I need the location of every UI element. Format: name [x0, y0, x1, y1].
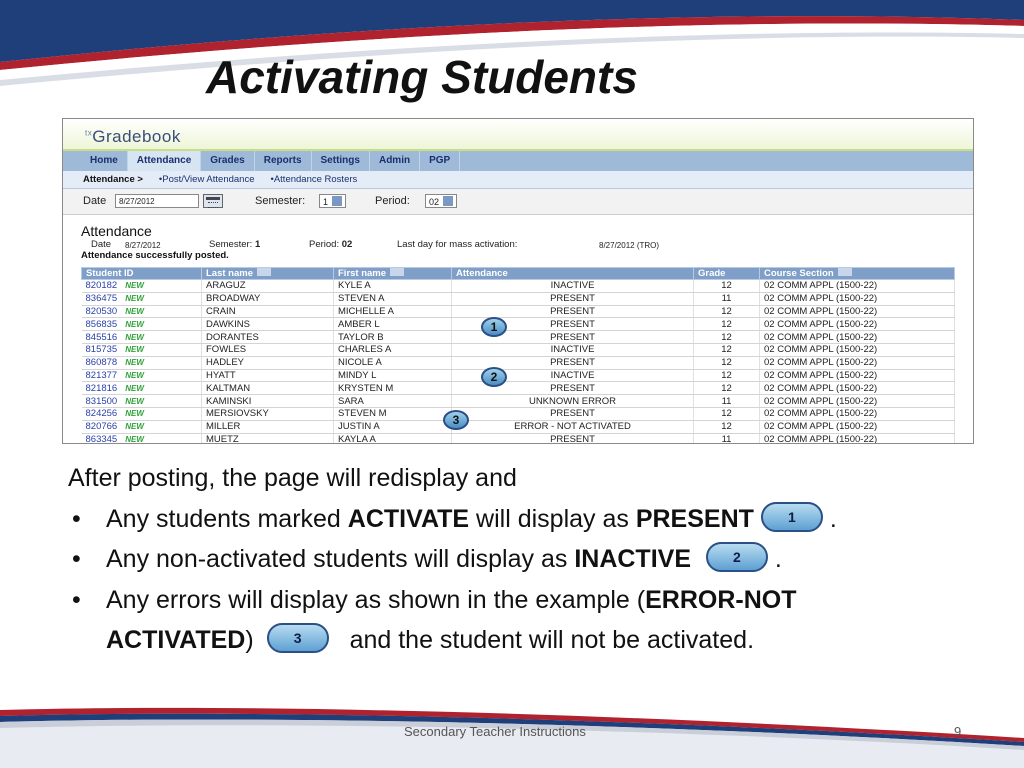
column-header-last-name[interactable]: Last name	[202, 268, 334, 280]
student-id-link[interactable]: 845516 NEW	[82, 331, 202, 344]
attendance-date-label: Date	[91, 239, 112, 250]
grade-cell: 12	[694, 369, 760, 382]
last-name-cell: HADLEY	[202, 356, 334, 369]
course-section-cell: 02 COMM APPL (1500-22)	[760, 292, 955, 305]
callout-marker-3: 3	[443, 410, 469, 430]
first-name-cell: STEVEN A	[334, 292, 452, 305]
new-badge: NEW	[125, 319, 144, 329]
course-section-cell: 02 COMM APPL (1500-22)	[760, 318, 955, 331]
first-name-cell: NICOLE A	[334, 356, 452, 369]
attendance-table	[81, 267, 955, 444]
tab-settings[interactable]: Settings	[312, 151, 370, 171]
grade-cell: 12	[694, 331, 760, 344]
attendance-status-cell: PRESENT	[452, 305, 694, 318]
course-section-cell: 02 COMM APPL (1500-22)	[760, 280, 955, 293]
course-section-cell: 02 COMM APPL (1500-22)	[760, 382, 955, 395]
gradebook-header	[63, 119, 973, 151]
attendance-status-cell: INACTIVE	[452, 343, 694, 356]
last-name-cell: MILLER	[202, 420, 334, 433]
table-row	[82, 356, 955, 369]
grade-cell: 11	[694, 433, 760, 444]
new-badge: NEW	[125, 434, 144, 444]
grade-cell: 12	[694, 305, 760, 318]
new-badge: NEW	[125, 409, 144, 419]
period-select[interactable]: 02	[425, 194, 457, 208]
attendance-status-cell: UNKNOWN ERROR	[452, 395, 694, 408]
bullet-error: • Any errors will display as shown in the example (ERROR-NOT ACTIVATED) 3 and the student will not be activated.	[68, 580, 968, 661]
last-name-cell: ARAGUZ	[202, 280, 334, 293]
student-id-link[interactable]: 863345 NEW	[82, 433, 202, 444]
first-name-cell: MICHELLE A	[334, 305, 452, 318]
callout-pill-3: 3	[267, 623, 329, 653]
first-name-cell: MINDY L	[334, 369, 452, 382]
subnav-current: Attendance >	[83, 174, 143, 185]
new-badge: NEW	[125, 383, 144, 393]
last-name-cell: DAWKINS	[202, 318, 334, 331]
page-number: 9	[954, 724, 962, 739]
last-name-cell: HYATT	[202, 369, 334, 382]
grade-cell: 11	[694, 292, 760, 305]
student-id-link[interactable]: 821377 NEW	[82, 369, 202, 382]
table-row	[82, 407, 955, 420]
attendance-status-cell: PRESENT	[452, 433, 694, 444]
sort-icon[interactable]	[838, 268, 852, 276]
footer-text: Secondary Teacher Instructions	[404, 724, 586, 739]
course-section-cell: 02 COMM APPL (1500-22)	[760, 305, 955, 318]
tab-attendance[interactable]: Attendance	[128, 151, 201, 171]
course-section-cell: 02 COMM APPL (1500-22)	[760, 395, 955, 408]
attendance-status-cell: PRESENT	[452, 407, 694, 420]
attendance-date-value: 8/27/2012	[125, 241, 161, 250]
table-row	[82, 395, 955, 408]
semester-select[interactable]: 1	[319, 194, 346, 208]
attendance-status-cell: INACTIVE	[452, 280, 694, 293]
date-label: Date	[83, 195, 107, 207]
slide-title: Activating Students	[206, 51, 638, 103]
attendance-status-cell: PRESENT	[452, 382, 694, 395]
last-name-cell: FOWLES	[202, 343, 334, 356]
student-id-link[interactable]: 856835 NEW	[82, 318, 202, 331]
student-id-link[interactable]: 820766 NEW	[82, 420, 202, 433]
new-badge: NEW	[125, 396, 144, 406]
last-name-cell: KAMINSKI	[202, 395, 334, 408]
gradebook-screenshot	[62, 118, 974, 444]
table-row	[82, 369, 955, 382]
course-section-cell: 02 COMM APPL (1500-22)	[760, 407, 955, 420]
attendance-status-cell: ERROR - NOT ACTIVATED	[452, 420, 694, 433]
grade-cell: 12	[694, 343, 760, 356]
tab-admin[interactable]: Admin	[370, 151, 420, 171]
tab-home[interactable]: Home	[81, 151, 128, 171]
first-name-cell: KRYSTEN M	[334, 382, 452, 395]
new-badge: NEW	[125, 370, 144, 380]
first-name-cell: STEVEN M	[334, 407, 452, 420]
gradebook-tabs	[63, 151, 973, 171]
chevron-down-icon	[443, 196, 453, 206]
attendance-subnav	[63, 171, 973, 189]
student-id-link[interactable]: 860878 NEW	[82, 356, 202, 369]
first-name-cell: KYLE A	[334, 280, 452, 293]
subnav-post-view-attendance-link[interactable]: •Post/View Attendance	[158, 174, 255, 185]
table-row	[82, 318, 955, 331]
first-name-cell: KAYLA A	[334, 433, 452, 444]
attendance-status-cell: INACTIVE	[452, 369, 694, 382]
last-name-cell: CRAIN	[202, 305, 334, 318]
column-header-attendance[interactable]: Attendance	[452, 268, 694, 280]
grade-cell: 11	[694, 395, 760, 408]
calendar-icon[interactable]	[203, 194, 223, 208]
column-header-course-section[interactable]: Course Section	[760, 268, 955, 280]
student-id-link[interactable]: 836475 NEW	[82, 292, 202, 305]
course-section-cell: 02 COMM APPL (1500-22)	[760, 369, 955, 382]
new-badge: NEW	[125, 332, 144, 342]
new-badge: NEW	[125, 422, 144, 432]
tab-reports[interactable]: Reports	[255, 151, 312, 171]
last-name-cell: BROADWAY	[202, 292, 334, 305]
student-id-link[interactable]: 815735 NEW	[82, 343, 202, 356]
student-id-link[interactable]: 821816 NEW	[82, 382, 202, 395]
table-row	[82, 343, 955, 356]
attendance-status-cell: PRESENT	[452, 292, 694, 305]
new-badge: NEW	[125, 281, 144, 291]
table-row	[82, 305, 955, 318]
callout-marker-1: 1	[481, 317, 507, 337]
sort-icon[interactable]	[257, 268, 271, 276]
grade-cell: 12	[694, 356, 760, 369]
slide-body	[68, 458, 968, 661]
grade-cell: 12	[694, 407, 760, 420]
tab-pgp[interactable]: PGP	[420, 151, 460, 171]
first-name-cell: TAYLOR B	[334, 331, 452, 344]
course-section-cell: 02 COMM APPL (1500-22)	[760, 420, 955, 433]
new-badge: NEW	[125, 306, 144, 316]
semester-label: Semester:	[255, 195, 306, 207]
new-badge: NEW	[125, 294, 144, 304]
course-section-cell: 02 COMM APPL (1500-22)	[760, 433, 955, 444]
attendance-heading: Attendance	[81, 223, 152, 239]
attendance-period: Period: 02	[309, 239, 353, 250]
callout-pill-2: 2	[706, 542, 768, 572]
table-row	[82, 280, 955, 293]
mass-activation-label: Last day for mass activation:	[397, 239, 518, 250]
table-row	[82, 382, 955, 395]
course-section-cell: 02 COMM APPL (1500-22)	[760, 331, 955, 344]
student-id-link[interactable]: 820530 NEW	[82, 305, 202, 318]
table-row	[82, 433, 955, 444]
grade-cell: 12	[694, 280, 760, 293]
last-name-cell: MUETZ	[202, 433, 334, 444]
grade-cell: 12	[694, 382, 760, 395]
attendance-status-cell: PRESENT	[452, 318, 694, 331]
gradebook-logo: $^{tx}$Gradebook	[85, 127, 181, 146]
attendance-table-body	[82, 280, 955, 445]
date-field[interactable]: 8/27/2012	[115, 194, 199, 208]
table-row	[82, 331, 955, 344]
last-name-cell: MERSIOVSKY	[202, 407, 334, 420]
bullet-inactive: • Any non-activated students will display as INACTIVE 2 .	[68, 539, 968, 580]
column-header-first-name[interactable]: First name	[334, 268, 452, 280]
last-name-cell: KALTMAN	[202, 382, 334, 395]
callout-pill-1: 1	[761, 502, 823, 532]
student-id-link[interactable]: 824256 NEW	[82, 407, 202, 420]
table-header-row	[82, 268, 955, 280]
first-name-cell: SARA	[334, 395, 452, 408]
attendance-status-cell: PRESENT	[452, 331, 694, 344]
course-section-cell: 02 COMM APPL (1500-22)	[760, 356, 955, 369]
grade-cell: 12	[694, 420, 760, 433]
callout-marker-2: 2	[481, 367, 507, 387]
posted-success-message: Attendance successfully posted.	[81, 250, 229, 261]
new-badge: NEW	[125, 358, 144, 368]
table-row	[82, 292, 955, 305]
student-id-link[interactable]: 831500 NEW	[82, 395, 202, 408]
attendance-semester: Semester: 1	[209, 239, 261, 250]
period-label: Period:	[375, 195, 410, 207]
last-name-cell: DORANTES	[202, 331, 334, 344]
mass-activation-date: 8/27/2012 (TRO)	[599, 241, 660, 250]
attendance-filter-bar	[63, 189, 973, 215]
table-row	[82, 420, 955, 433]
grade-cell: 12	[694, 318, 760, 331]
new-badge: NEW	[125, 345, 144, 355]
first-name-cell: AMBER L	[334, 318, 452, 331]
bullet-activate: • Any students marked ACTIVATE will display as PRESENT 1 .	[68, 499, 968, 540]
intro-text: After posting, the page will redisplay and	[68, 464, 517, 492]
tab-grades[interactable]: Grades	[201, 151, 254, 171]
student-id-link[interactable]: 820182 NEW	[82, 280, 202, 293]
first-name-cell: JUSTIN A	[334, 420, 452, 433]
course-section-cell: 02 COMM APPL (1500-22)	[760, 343, 955, 356]
subnav-attendance-rosters-link[interactable]: •Attendance Rosters	[270, 174, 358, 185]
chevron-down-icon	[332, 196, 342, 206]
sort-icon[interactable]	[390, 268, 404, 276]
attendance-status-cell: PRESENT	[452, 356, 694, 369]
column-header-grade[interactable]: Grade	[694, 268, 760, 280]
first-name-cell: CHARLES A	[334, 343, 452, 356]
column-header-student-id[interactable]: Student ID	[82, 268, 202, 280]
